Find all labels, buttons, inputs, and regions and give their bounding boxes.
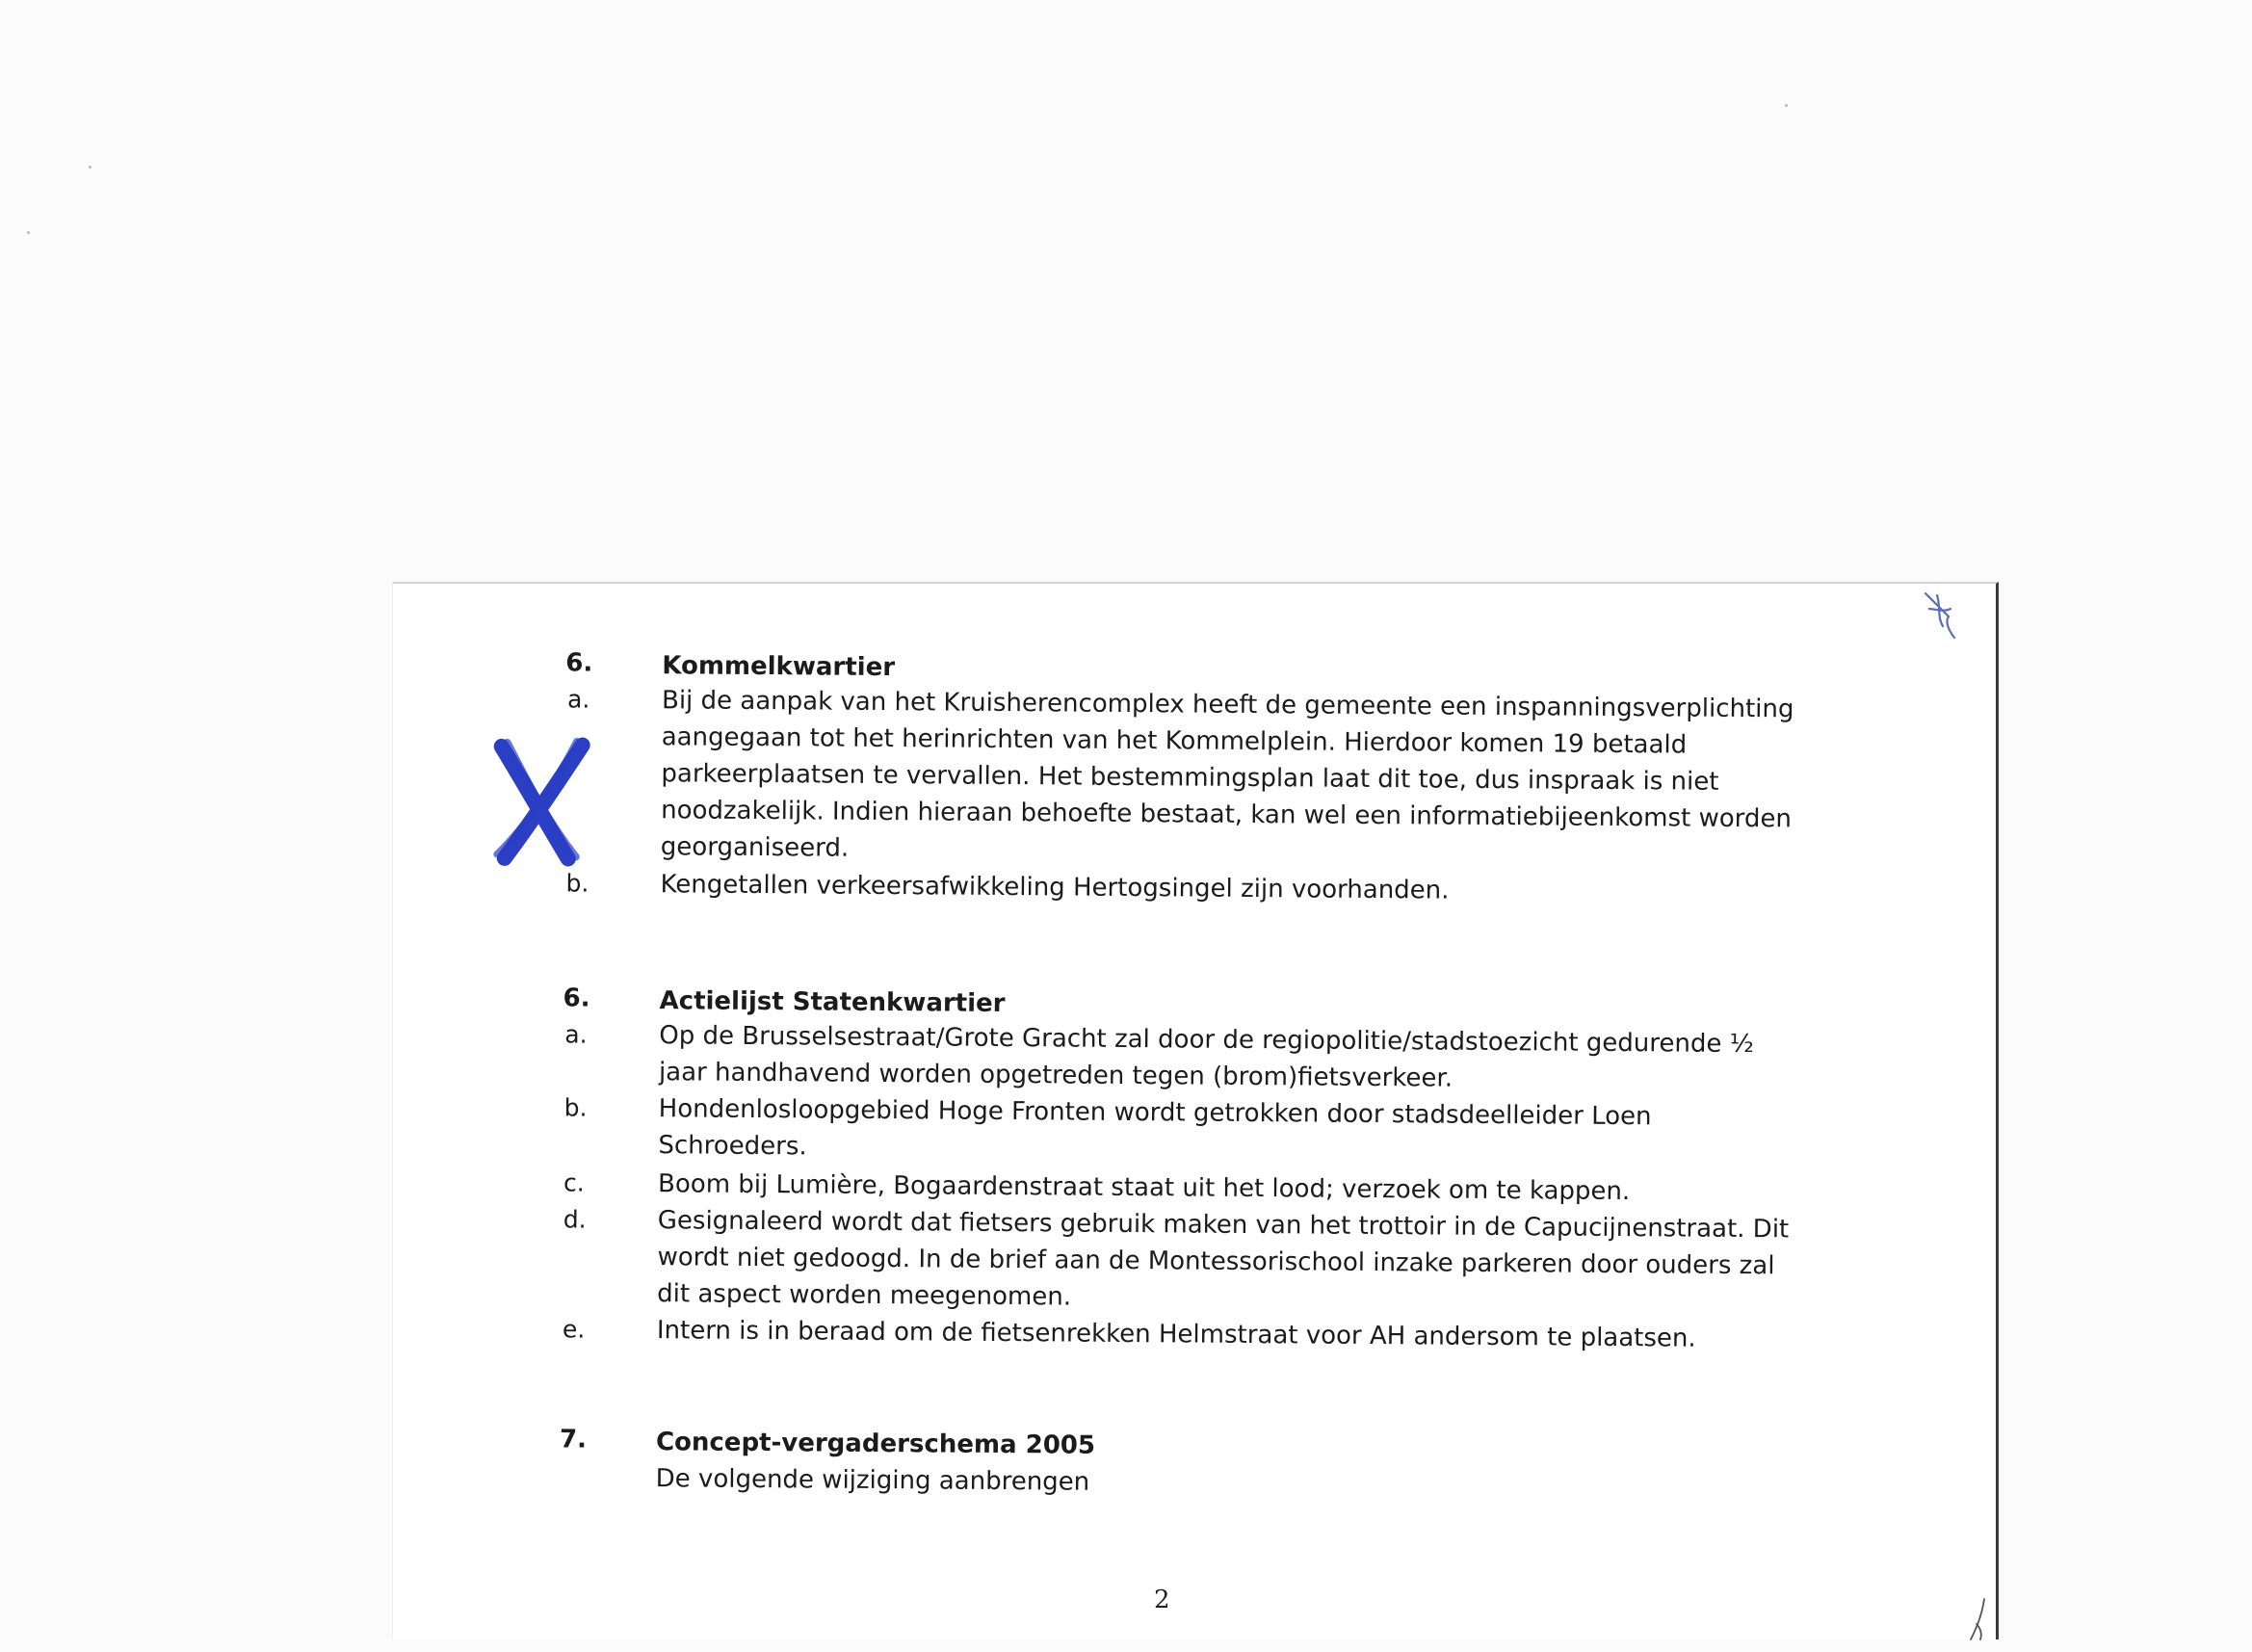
item-letter: b. — [563, 1093, 588, 1122]
item-text: Bij de aanpak van het Kruisherencomplex heeft de gemeente een inspanningsverplichting aangegaan tot het herinrichten van het Kommelplein. Hierdoor komen 19 betaald parkeerplaatsen te vervallen. Het bestemmingsplan laat dit toe, dus inspraak is niet noodzakelijk. Indien hieraan behoefte bestaat, kan wel een informatiebijeenkomst worden georganiseerd. — [660, 686, 1794, 863]
page-number: 2 — [1154, 1586, 1170, 1614]
item-letter: e. — [562, 1315, 586, 1344]
scan-speck — [89, 166, 92, 169]
item-text: Kengetallen verkeersafwikkeling Hertogsingel zijn voorhanden. — [660, 870, 1450, 905]
item-text: Hondenlosloopgebied Hoge Fronten wordt getrokken door stadsdeelleider Loen Schroeders. — [658, 1094, 1652, 1162]
section-kommelkwartier — [393, 643, 1819, 905]
item-text: Boom bij Lumière, Bogaardenstraat staat uit het lood; verzoek om te kappen. — [657, 1169, 1631, 1207]
section-title: Kommelkwartier — [662, 651, 896, 683]
item-letter: a. — [566, 685, 590, 714]
item-letter: c. — [563, 1168, 585, 1197]
scan-speck — [1785, 104, 1788, 107]
section-number: 7. — [559, 1425, 588, 1455]
pen-scribble-icon — [1963, 1595, 1992, 1643]
document-sheet — [393, 582, 1999, 1639]
item-letter: a. — [564, 1020, 588, 1049]
section-title: Actielijst Statenkwartier — [659, 986, 1006, 1019]
section-number: 6. — [563, 983, 590, 1013]
blue-pen-cross-icon — [487, 735, 594, 871]
section-body: De volgende wijziging aanbrengen — [655, 1464, 1090, 1497]
item-letter: b. — [565, 869, 589, 898]
scan-speck — [27, 231, 30, 234]
item-text: Intern is in beraad om de fietsenrekken Helmstraat voor AH andersom te plaatsen. — [656, 1316, 1696, 1353]
section-number: 6. — [565, 648, 593, 678]
section-title: Concept-vergaderschema 2005 — [655, 1428, 1096, 1460]
item-letter: d. — [563, 1205, 587, 1234]
section-actielijst-statenkwartier — [390, 979, 1816, 1353]
item-text: Op de Brusselsestraat/Grote Gracht zal door de regiopolitie/stadstoezicht gedurende ½ jaar handhavend worden opgetreden tegen (brom)fietsverkeer. — [658, 1021, 1755, 1093]
document-content — [384, 584, 1996, 1652]
section-concept-vergaderschema — [386, 1420, 1812, 1497]
item-text: Gesignaleerd wordt dat fietsers gebruik maken van het trottoir in de Capucijnenstraat. Dit wordt niet gedoogd. In de brief aan de Montessorischool inzake parkeren door ouders zal dit aspect worden meegenomen. — [657, 1206, 1790, 1312]
